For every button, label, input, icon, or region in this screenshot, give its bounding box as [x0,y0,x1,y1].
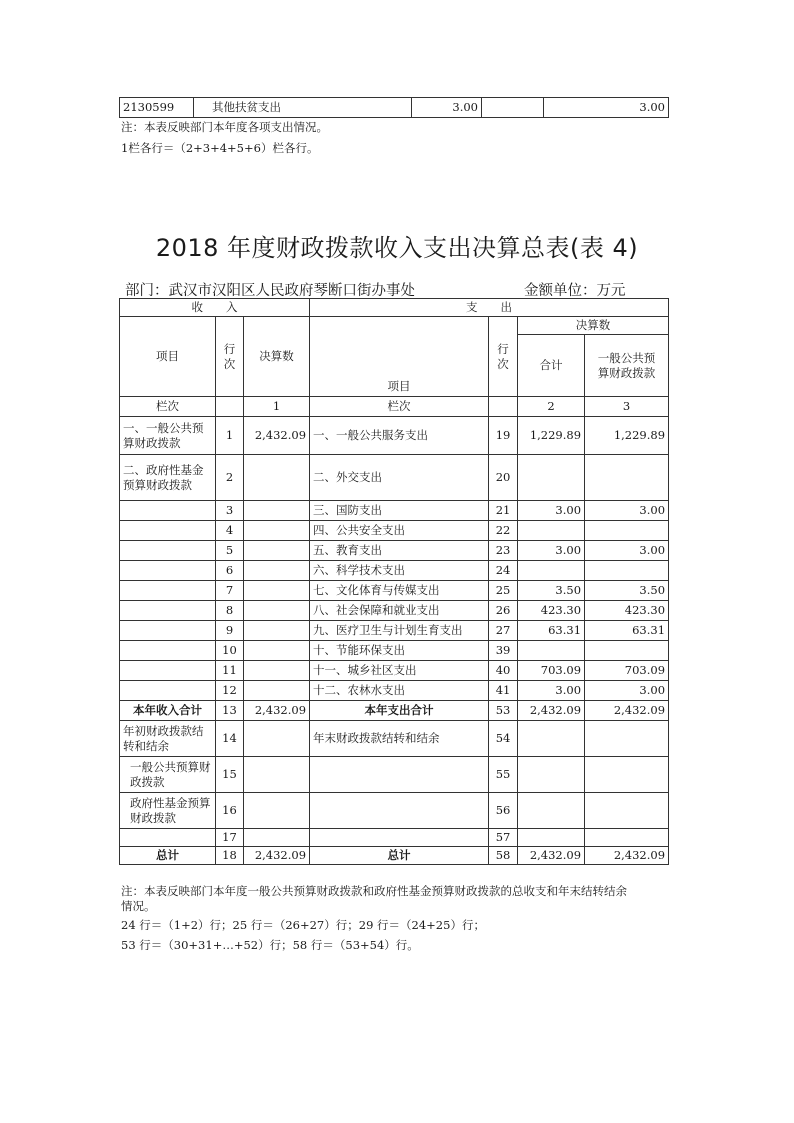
income-row-no: 17 [216,829,244,847]
table-row [120,541,669,561]
income-row-no: 6 [216,561,244,581]
income-item: 本年收入合计 [120,701,216,721]
income-row-no: 12 [216,681,244,701]
table-row [120,701,669,721]
expense-item: 五、教育支出 [310,541,489,561]
expense-item: 年末财政拨款结转和结余 [310,721,489,757]
expense-total: 1,229.89 [518,417,585,455]
department-label: 部门：武汉市汉阳区人民政府琴断口街办事处 [125,283,415,299]
expense-row-no: 58 [489,847,518,865]
expense-item [310,757,489,793]
col-index-1: 1 [244,397,310,417]
expense-general-budget: 63.31 [585,621,669,641]
expense-general-budget: 703.09 [585,661,669,681]
basic-amount [482,98,544,118]
expense-row-no: 23 [489,541,518,561]
footnote: 24 行＝（1+2）行；25 行＝（26+27）行；29 行＝（24+25）行； [121,918,485,932]
expense-item: 十、节能环保支出 [310,641,489,661]
expense-total [518,793,585,829]
expense-general-budget: 423.30 [585,601,669,621]
income-row-no: 4 [216,521,244,541]
income-amount [244,541,310,561]
unit-label: 金额单位：万元 [524,283,626,299]
prev-table-formula: 1栏各行＝（2+3+4+5+6）栏各行。 [121,141,319,155]
income-amount [244,641,310,661]
expense-total [518,561,585,581]
expense-item: 总计 [310,847,489,865]
income-header: 收 入 [120,299,310,317]
expense-total: 63.31 [518,621,585,641]
table-row [120,455,669,501]
expense-total-header: 合计 [518,335,585,397]
expense-row-no: 21 [489,501,518,521]
income-item [120,621,216,641]
expense-total: 2,432.09 [518,701,585,721]
page-title: 2018 年度财政拨款收入支出决算总表(表 4) [155,234,639,262]
expense-total: 3.00 [518,501,585,521]
expense-row-no: 25 [489,581,518,601]
income-item: 一、一般公共预算财政拨款 [120,417,216,455]
expense-total: 423.30 [518,601,585,621]
income-item [120,561,216,581]
expense-item: 一、一般公共服务支出 [310,417,489,455]
expense-item: 八、社会保障和就业支出 [310,601,489,621]
income-row-no: 13 [216,701,244,721]
col-index-3: 3 [585,397,669,417]
table-row [120,521,669,541]
income-amount [244,581,310,601]
expense-row-no: 22 [489,521,518,541]
expense-item: 六、科学技术支出 [310,561,489,581]
col-label: 栏次 [310,397,489,417]
income-item: 年初财政拨款结转和结余 [120,721,216,757]
income-item [120,641,216,661]
expense-item-header: 项目 [310,317,489,397]
header-row [120,299,669,317]
expense-item: 十一、城乡社区支出 [310,661,489,681]
table-row [120,501,669,521]
function-code: 2130599 [120,98,194,118]
expense-total [518,521,585,541]
income-item [120,521,216,541]
expense-row-no: 24 [489,561,518,581]
expense-item: 七、文化体育与传媒支出 [310,581,489,601]
footnote: 53 行＝（30+31+…+52）行；58 行＝（53+54）行。 [121,938,419,952]
income-row-no: 7 [216,581,244,601]
expense-total [518,829,585,847]
expense-row-no: 19 [489,417,518,455]
expense-row-no: 40 [489,661,518,681]
expense-item [310,793,489,829]
income-item: 二、政府性基金预算财政拨款 [120,455,216,501]
expense-item: 九、医疗卫生与计划生育支出 [310,621,489,641]
expense-total [518,641,585,661]
income-amount [244,757,310,793]
income-amount: 2,432.09 [244,701,310,721]
income-amount: 2,432.09 [244,417,310,455]
income-item [120,601,216,621]
income-item: 政府性基金预算财政拨款 [120,793,216,829]
income-amount [244,521,310,541]
expense-row-no: 56 [489,793,518,829]
income-row-no: 10 [216,641,244,661]
income-amount: 2,432.09 [244,847,310,865]
income-item [120,829,216,847]
expense-general-budget [585,793,669,829]
header-row [120,317,669,335]
income-item-header: 项目 [120,317,216,397]
previous-expense-table [119,97,669,118]
table-row [120,417,669,455]
income-row-no: 16 [216,793,244,829]
expense-amount-header: 决算数 [518,317,669,335]
table-row [120,98,669,118]
expense-item: 三、国防支出 [310,501,489,521]
expense-row-no: 39 [489,641,518,661]
expense-total: 3.00 [518,541,585,561]
income-row-no: 14 [216,721,244,757]
column-index-row [120,397,669,417]
income-amount [244,721,310,757]
expense-item: 四、公共安全支出 [310,521,489,541]
income-row-no: 1 [216,417,244,455]
income-amount [244,601,310,621]
expense-general-budget [585,641,669,661]
income-item [120,661,216,681]
expense-general-budget [585,455,669,501]
income-row-no: 5 [216,541,244,561]
table-row [120,641,669,661]
expense-row-no: 20 [489,455,518,501]
income-row-no: 18 [216,847,244,865]
expense-total: 3.00 [518,681,585,701]
table-row [120,581,669,601]
expense-total [518,721,585,757]
expense-general-budget [585,521,669,541]
table-row [120,757,669,793]
income-item [120,681,216,701]
expense-general-budget: 2,432.09 [585,847,669,865]
income-row-no: 2 [216,455,244,501]
income-row-no: 3 [216,501,244,521]
expense-header: 支 出 [310,299,669,317]
prev-table-note: 注：本表反映部门本年度各项支出情况。 [121,120,328,134]
income-item [120,541,216,561]
expense-row-no: 27 [489,621,518,641]
expense-row-no: 53 [489,701,518,721]
expense-item [310,829,489,847]
income-amount [244,661,310,681]
table-row [120,793,669,829]
expense-general-budget-header: 一般公共预算财政拨款 [585,335,669,397]
expense-row-no: 57 [489,829,518,847]
income-item [120,501,216,521]
table-row [120,561,669,581]
table-row [120,721,669,757]
income-amount [244,621,310,641]
income-amount [244,829,310,847]
expense-total [518,455,585,501]
total-amount: 3.00 [412,98,482,118]
table-row [120,829,669,847]
footnote: 情况。 [121,899,156,913]
table-row [120,601,669,621]
expense-total: 703.09 [518,661,585,681]
income-amount [244,501,310,521]
expense-row-no-header: 行次 [489,317,518,397]
col-label: 栏次 [120,397,216,417]
expense-item: 十二、农林水支出 [310,681,489,701]
expense-general-budget [585,829,669,847]
expense-general-budget: 3.00 [585,541,669,561]
income-row-no: 15 [216,757,244,793]
expense-total [518,757,585,793]
income-amount [244,793,310,829]
expense-row-no: 26 [489,601,518,621]
income-item: 一般公共预算财政拨款 [120,757,216,793]
expense-total: 2,432.09 [518,847,585,865]
income-amount-header: 决算数 [244,317,310,397]
project-amount: 3.00 [544,98,669,118]
expense-general-budget [585,561,669,581]
expense-row-no: 55 [489,757,518,793]
table-row [120,621,669,641]
expense-item: 二、外交支出 [310,455,489,501]
col-index-2: 2 [518,397,585,417]
income-amount [244,681,310,701]
table-row [120,681,669,701]
expense-general-budget [585,721,669,757]
income-item: 总计 [120,847,216,865]
expense-general-budget: 1,229.89 [585,417,669,455]
expense-row-no: 54 [489,721,518,757]
income-row-no: 11 [216,661,244,681]
income-amount [244,561,310,581]
expense-general-budget: 2,432.09 [585,701,669,721]
income-item [120,581,216,601]
income-row-no-header: 行次 [216,317,244,397]
footnote: 注：本表反映部门本年度一般公共预算财政拨款和政府性基金预算财政拨款的总收支和年末结转结余 [121,884,627,898]
income-amount [244,455,310,501]
table-row [120,661,669,681]
income-row-no: 8 [216,601,244,621]
expense-item: 本年支出合计 [310,701,489,721]
expense-total: 3.50 [518,581,585,601]
expense-row-no: 41 [489,681,518,701]
table-row [120,847,669,865]
fiscal-summary-table [119,298,669,865]
expense-general-budget: 3.50 [585,581,669,601]
income-row-no: 9 [216,621,244,641]
expense-general-budget [585,757,669,793]
function-name: 其他扶贫支出 [194,98,412,118]
expense-general-budget: 3.00 [585,681,669,701]
expense-general-budget: 3.00 [585,501,669,521]
